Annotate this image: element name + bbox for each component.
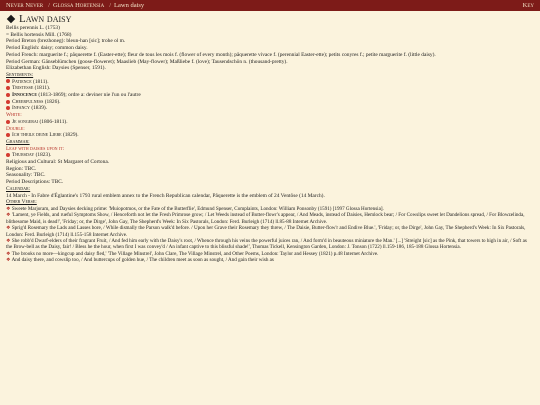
sentiments-heading: Sentiments: bbox=[6, 71, 34, 78]
verse-entry bbox=[6, 257, 534, 263]
verse-text: And daisy there, and cowslip too, / And buttercups of golden hue, / The children meet as soon as sought, / And gain their wish as bbox=[11, 257, 274, 264]
breadcrumb-link-never-never[interactable]: Never Never bbox=[6, 2, 44, 9]
sentiment-item bbox=[6, 85, 534, 92]
double-item bbox=[6, 132, 534, 139]
sentiment-name: Tristesse bbox=[12, 85, 34, 92]
sentiment-item bbox=[6, 105, 534, 112]
breadcrumb-separator: / bbox=[48, 2, 50, 9]
sentiment-item bbox=[6, 99, 534, 106]
grammar-heading: Grammar: bbox=[6, 138, 30, 145]
elizabethan-english: Elizabethan English: Daysies (Spenser, 1591). bbox=[6, 65, 106, 72]
seasonality: Seasonality: TBC. bbox=[6, 172, 46, 179]
verse-text: She robb'd Dwarf-elders of their fragrant Fruit, / And fed him early with the Daisy's root, / Whence through his veins the powerful juices ran, / And form'd in beauteous miniature the Man.' [...] 'Streight [sic] as the Pink, that towers to high in air, / Soft as the Brow-bell as the Daisy, fair! / Bless he the hour, when first I was convey'd / An infant captive to this blissful shade!', Thomas Tickell, Kensington Garden, London: J. Tonson (1722) ll.159-186, 185-188 Glossa Hortensia. bbox=[6, 238, 527, 251]
double-heading: Double: bbox=[6, 125, 25, 132]
verse-entry bbox=[6, 225, 534, 238]
period-english: Period English: daisy; common daisy. bbox=[6, 45, 88, 52]
period-descriptions: Period Descriptions: TBC. bbox=[6, 179, 64, 186]
bullet-icon bbox=[6, 100, 10, 104]
sentiment-name: Patience bbox=[12, 78, 32, 85]
sentiment-note: (1811). bbox=[33, 78, 49, 85]
period-german: Period German: Gänseblümchen (goose-floweret); Maaslieb (May-flower); Maßliebe f. (love); Tausendschön n. (thousand-pretty). bbox=[6, 58, 288, 65]
sentiment-item bbox=[6, 79, 534, 86]
other-verse-heading: Other Verse: bbox=[6, 199, 37, 206]
diamond-bullet-icon: ❖ bbox=[6, 212, 12, 219]
bullet-icon bbox=[6, 93, 10, 97]
scientific-name: Bellis perennis L. (1753) bbox=[6, 25, 60, 31]
diamond-bullet-icon: ❖ bbox=[6, 238, 12, 245]
grammar-item bbox=[6, 152, 534, 159]
period-breton: Period Breton (brezhoneg): bleun-han [sic]; trohe ol m. bbox=[6, 38, 126, 45]
religious-cultural: Religious and Cultural: St Margaret of Cortona. bbox=[6, 159, 110, 166]
sentiment-name: Innocence bbox=[12, 92, 37, 99]
diamond-bullet-icon: ❖ bbox=[6, 225, 12, 232]
verse-entry bbox=[6, 212, 534, 225]
breadcrumb-link-glossa-hortensia[interactable]: Glossa Hortensia bbox=[52, 2, 105, 9]
bullet-icon bbox=[6, 86, 10, 90]
white-heading: White: bbox=[6, 112, 22, 119]
sentiment-note: (1839). bbox=[31, 105, 48, 112]
diamond-bullet-icon: ❖ bbox=[6, 205, 12, 212]
bullet-icon bbox=[6, 79, 10, 83]
calendar-heading: Calendar: bbox=[6, 185, 31, 192]
bullet-icon bbox=[6, 133, 10, 137]
region: Region: TBC. bbox=[6, 165, 37, 172]
sentiment-note: (1823). bbox=[35, 152, 52, 159]
sentiment-name: Thursday bbox=[12, 152, 35, 159]
page-title bbox=[6, 13, 534, 25]
sentiment-name: Infancy bbox=[12, 105, 30, 112]
diamond-bullet-icon: ❖ bbox=[6, 250, 12, 257]
calendar-entry: 14 March - In Fabre d'Églantine's 1793 rural emblem annex to the French Republican calendar, Pâquerette is the emblem of 24 Ventôse (14 March). bbox=[6, 192, 325, 199]
bullet-icon bbox=[6, 153, 10, 157]
top-navigation-bar bbox=[0, 0, 540, 11]
diamond-bullet-icon: ❖ bbox=[6, 257, 12, 264]
sentiment-note: (1826). bbox=[44, 98, 61, 105]
bullet-icon bbox=[6, 106, 10, 110]
breadcrumb-separator: / bbox=[109, 2, 112, 9]
verse-entry bbox=[6, 238, 534, 251]
sentiment-note: (1806-1811). bbox=[39, 118, 68, 125]
breadcrumb bbox=[6, 0, 146, 11]
verse-text: The brooks no more—kingcup and daisy fled,' 'The Village Minstrel', John Clare, The Village Minstrel, and Other Poems, London: Taylor and Hessey (1821) p.48 Internet Archive. bbox=[11, 250, 379, 257]
breadcrumb-current-page: Lawn daisy bbox=[114, 2, 145, 9]
bullet-icon bbox=[6, 120, 10, 124]
sentiment-note: (1829). bbox=[62, 132, 79, 139]
grammar-subheading: Leaf with daisies upon it: bbox=[6, 145, 65, 152]
page-content bbox=[0, 11, 540, 264]
sentiment-name: Cheerfulness bbox=[12, 98, 44, 105]
sentiment-note: (1813-1869); ordre a: deviner nie l'un ou l'autre bbox=[38, 92, 141, 99]
verse-text: Sprig'd Rosemary the Lads and Lasses bore, / While dismally the Parson walk'd before. / Upon her Grave their Rosemary they threw, / The Daisie, Butter-flow'r and Endive Blue.', 'Friday; or, the Dirge', John Gay, The Shepherd's Week: In Six Pastorals, London: Ferd. Burleigh (1714) ll.155-158 Internet Archive. bbox=[6, 225, 526, 238]
sentiment-item bbox=[6, 92, 534, 99]
period-french: Period French: marguerite f.; pâquerette f. (Easter-ette); fleur de tous les mois f. (flower of every month); pâquerette vivace f. (perennial Easter-ette); petits conyres f.; petite marguerite f. (little daisy). bbox=[6, 51, 436, 58]
synonym: = Bellis hortensis Mill. (1768) bbox=[6, 31, 72, 38]
page-title-text: Lawn daisy bbox=[19, 13, 72, 25]
key-link[interactable]: Key bbox=[522, 2, 534, 9]
white-item bbox=[6, 119, 534, 126]
sentiment-name: Ich theile deine Liebe bbox=[12, 132, 62, 139]
verse-text: Sweete Marjoram, and Daysies decking prime: 'Muiopotmos, or the Fate of the Butterflie', Edmund Spenser, Complaints, London: William Ponsonby (1591) [1997 Glossa Hortensia]. bbox=[11, 205, 384, 212]
sentiment-name: Je songerai bbox=[12, 118, 39, 125]
diamond-icon bbox=[7, 15, 15, 23]
sentiment-note: (1811). bbox=[34, 85, 51, 92]
verse-text: 'Lament, ye Fields, and rueful Symptoms Show, / Henceforth not let the Fresh Primrose grow; / Let Weeds instead of Butter-flowr's appear, / And Meads, instead of Daisies, Hemlock bear; / For Cowslips sweet let Dandelions spread, / For Blowzelinda, blithesome Maid, is dead!', 'Friday; or, the Dirge', John Gay, The Shepherd's Week: In Six Pastorals, London: Ferd. Burleigh (1714) ll.85-88 Internet Archive. bbox=[6, 212, 525, 225]
